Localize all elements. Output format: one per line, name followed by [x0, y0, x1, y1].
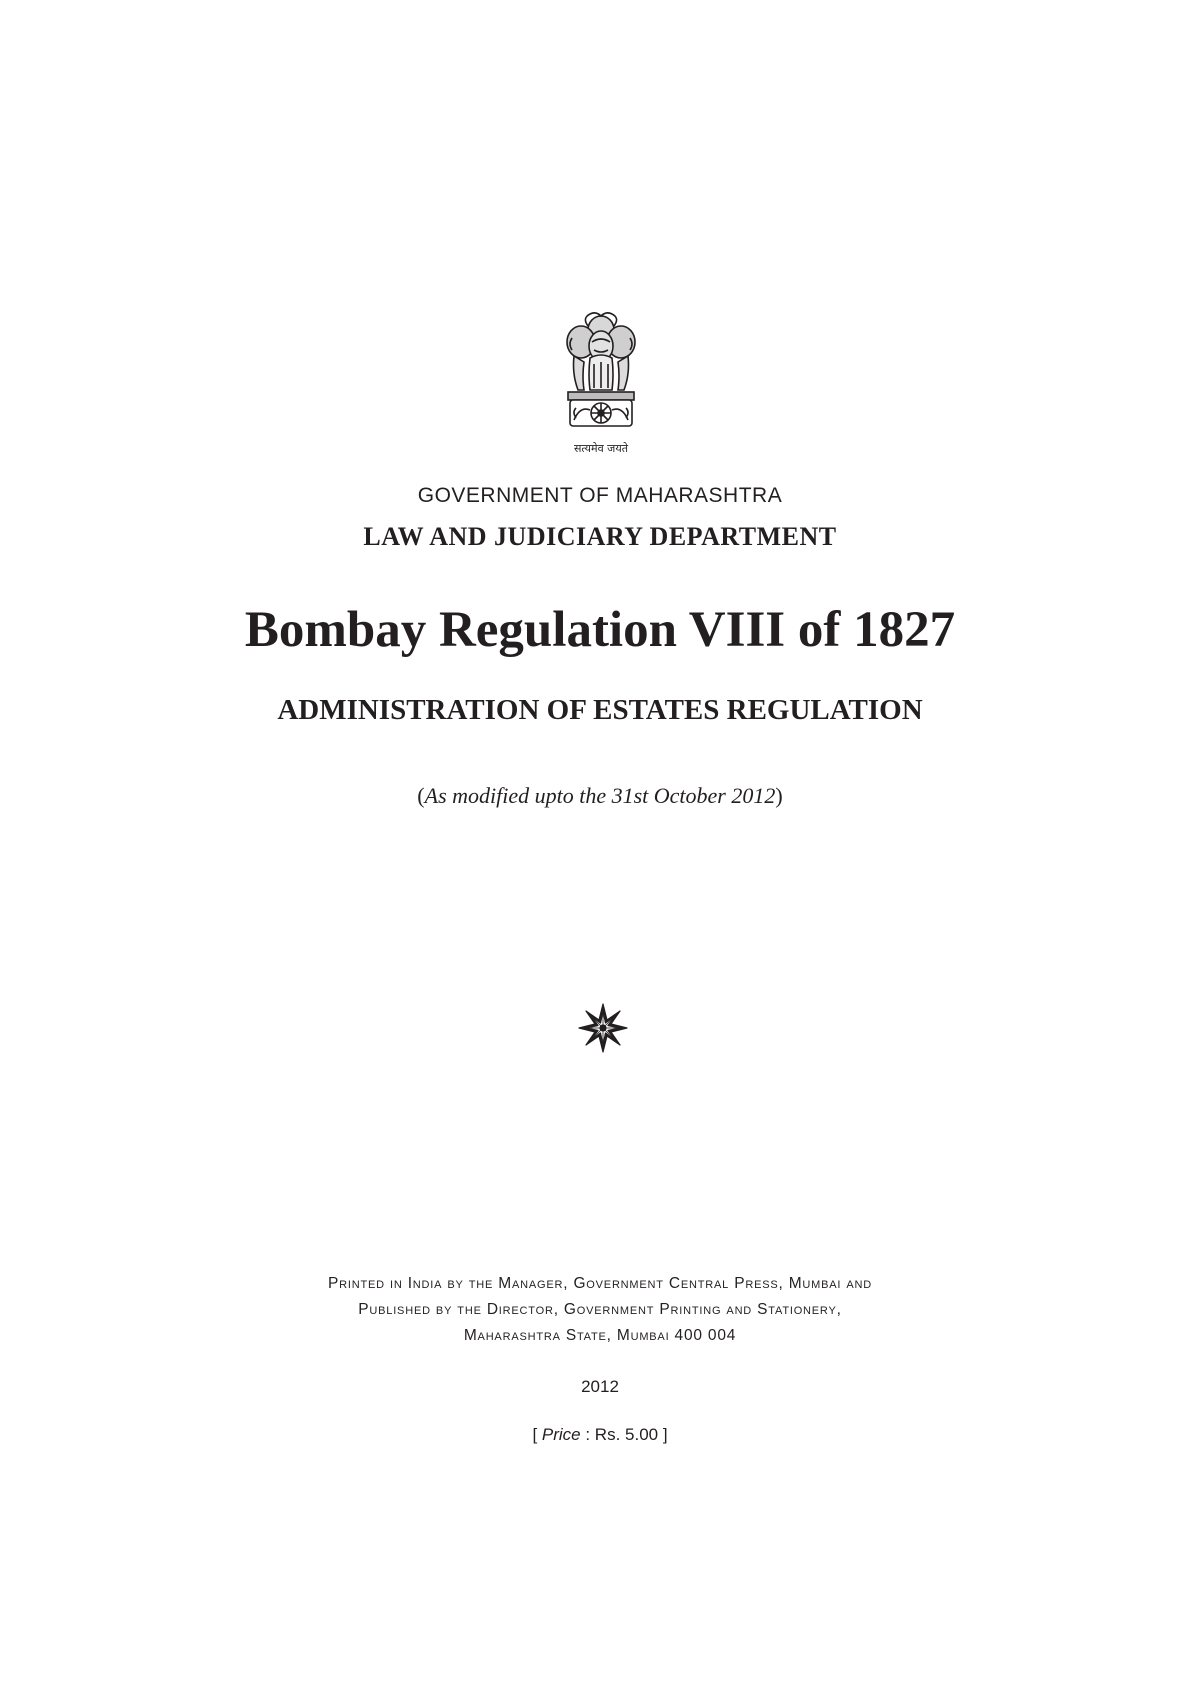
- price-label: Price: [541, 1425, 581, 1444]
- modification-text: As modified upto the 31st October 2012: [424, 783, 776, 808]
- price-line: [0, 1425, 1200, 1445]
- modification-open-paren: (: [417, 783, 425, 808]
- modification-note: [0, 783, 1200, 809]
- publication-year: 2012: [581, 1377, 619, 1396]
- imprint-line-1: Printed in India by the Manager, Government Central Press, Mumbai and: [328, 1275, 872, 1292]
- department-heading: LAW AND JUDICIARY DEPARTMENT: [363, 522, 837, 551]
- price-value: : Rs. 5.00 ]: [580, 1425, 668, 1444]
- government-heading: GOVERNMENT OF MAHARASHTRA: [417, 484, 783, 507]
- document-title: Bombay Regulation VIII of 1827: [244, 602, 956, 658]
- emblem-motto: सत्यमेव जयते: [573, 442, 629, 455]
- price-open-bracket: [: [532, 1425, 542, 1444]
- document-subtitle: ADMINISTRATION OF ESTATES REGULATION: [277, 694, 923, 726]
- state-emblem-icon: [558, 312, 644, 462]
- modification-close-paren: ): [775, 783, 783, 808]
- imprint-line-2: Published by the Director, Government Printing and Stationery,: [358, 1301, 842, 1318]
- star-ornament-icon: [578, 1003, 628, 1053]
- imprint-line-3: Maharashtra State, Mumbai 400 004: [463, 1327, 737, 1344]
